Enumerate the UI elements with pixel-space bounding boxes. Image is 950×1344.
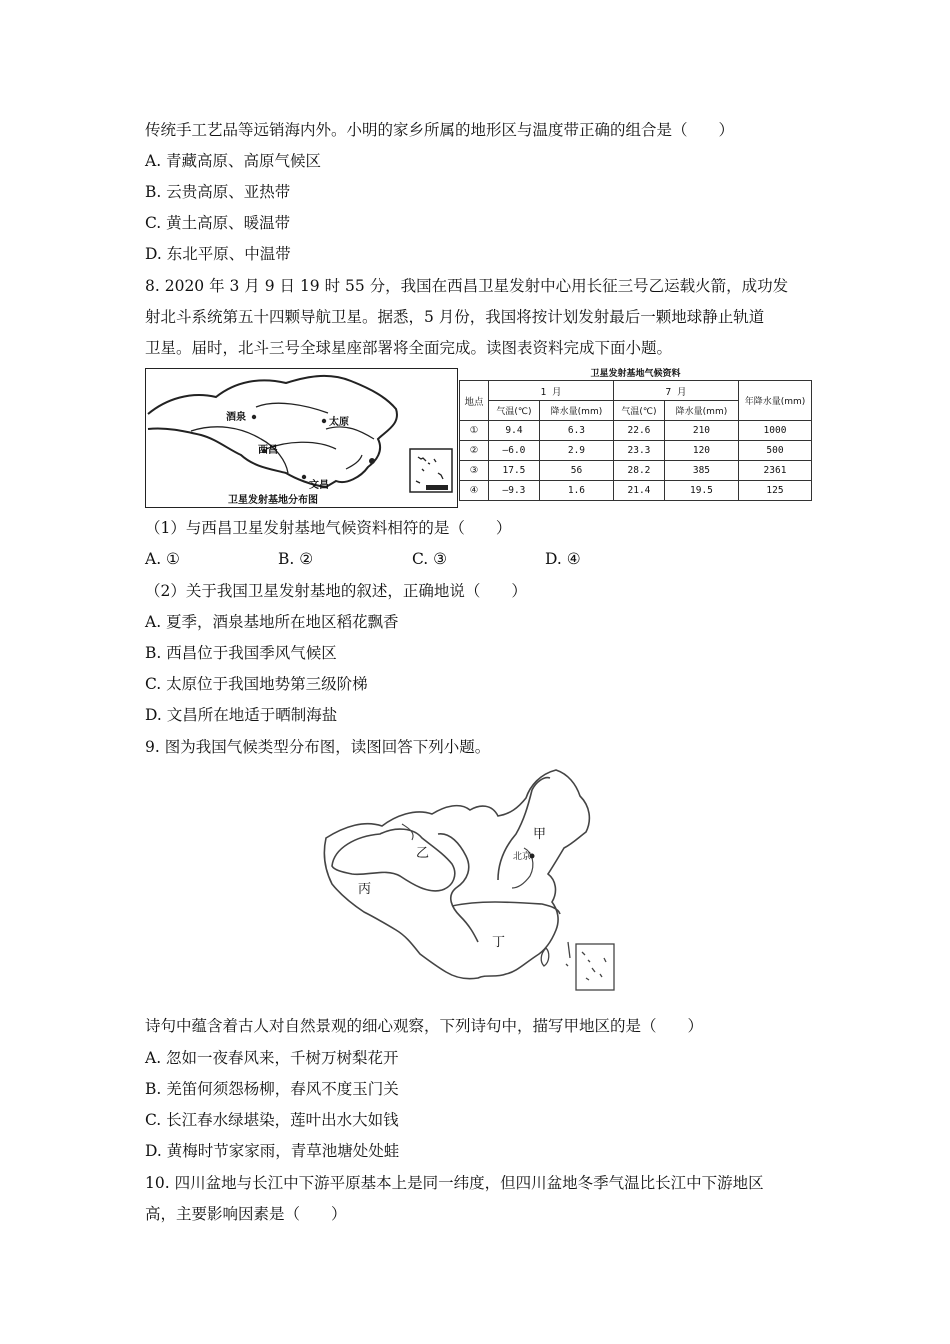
q9-stem: 9. 图为我国气候类型分布图，读图回答下列小题。 <box>145 738 491 756</box>
header-precip-jan: 降水量(mm) <box>539 401 613 421</box>
cell: 385 <box>664 461 738 481</box>
label-jiuquan: 酒泉 <box>226 412 246 423</box>
q8-stem-line-3: 卫星。届时，北斗三号全球星座部署将全面完成。读图表资料完成下面小题。 <box>145 339 673 357</box>
q8-sub2-option-d: D. 文昌所在地适于晒制海盐 <box>145 706 338 724</box>
label-yi: 乙 <box>416 846 430 861</box>
q8-stem-line-2: 射北斗系统第五十四颗导航卫星。据悉，5 月份，我国将按计划发射最后一颗地球静止轨道 <box>145 308 765 326</box>
table-row <box>460 421 812 441</box>
q8-sub1-option-b: B. ② <box>278 550 314 568</box>
cell: 500 <box>739 441 812 461</box>
row-id: ④ <box>460 481 489 501</box>
cell: 19.5 <box>664 481 738 501</box>
q9-option-c: C. 长江春水绿堪染，莲叶出水大如钱 <box>145 1111 399 1129</box>
cell: 21.4 <box>613 481 664 501</box>
launch-base-map-drawing <box>146 369 456 506</box>
label-bing: 丙 <box>358 882 372 897</box>
header-place: 地点 <box>460 381 489 421</box>
row-id: ② <box>460 441 489 461</box>
label-xichang: 西昌 <box>258 445 278 456</box>
label-ding: 丁 <box>492 935 506 950</box>
cell: 9.4 <box>489 421 540 441</box>
cell: 125 <box>739 481 812 501</box>
q7-option-a: A. 青藏高原、高原气候区 <box>145 152 322 170</box>
cell: 6.3 <box>539 421 613 441</box>
q9-option-d: D. 黄梅时节家家雨，青草池塘处处蛙 <box>145 1142 400 1160</box>
header-jul: 7 月 <box>613 381 738 401</box>
climate-table-block <box>459 368 812 508</box>
table-row <box>460 441 812 461</box>
q7-stem: 传统手工艺品等远销海内外。小明的家乡所属的地形区与温度带正确的组合是（ ） <box>145 121 735 139</box>
table-row <box>460 461 812 481</box>
q8-sub2-option-a: A. 夏季，酒泉基地所在地区稻花飘香 <box>145 613 399 631</box>
cell: 1000 <box>739 421 812 441</box>
q10-stem-line-1: 10. 四川盆地与长江中下游平原基本上是同一纬度，但四川盆地冬季气温比长江中下游地区 <box>145 1174 764 1192</box>
q8-sub2-option-b: B. 西昌位于我国季风气候区 <box>145 644 337 662</box>
climate-type-map <box>320 768 616 994</box>
header-precip-jul: 降水量(mm) <box>664 401 738 421</box>
q7-option-c: C. 黄土高原、暖温带 <box>145 214 291 232</box>
cell: —6.0 <box>489 441 540 461</box>
label-wenchang: 文昌 <box>309 480 329 491</box>
map-caption: 卫星发射基地分布图 <box>228 495 318 506</box>
cell: 23.3 <box>613 441 664 461</box>
row-id: ① <box>460 421 489 441</box>
q9-question: 诗句中蕴含着古人对自然景观的细心观察，下列诗句中，描写甲地区的是（ ） <box>145 1017 704 1035</box>
cell: 210 <box>664 421 738 441</box>
cell: 2361 <box>739 461 812 481</box>
launch-base-map <box>145 368 458 508</box>
label-capital: 北京 <box>513 852 532 862</box>
row-id: ③ <box>460 461 489 481</box>
q8-sub1-option-a: A. ① <box>145 550 180 568</box>
climate-table-title: 卫星发射基地气候资料 <box>590 369 681 379</box>
q9-option-a: A. 忽如一夜春风来，千树万树梨花开 <box>145 1049 399 1067</box>
cell: 22.6 <box>613 421 664 441</box>
cell: 2.9 <box>539 441 613 461</box>
q10-stem-line-2: 高，主要影响因素是（ ） <box>145 1205 347 1223</box>
header-temp-jan: 气温(℃) <box>489 401 540 421</box>
q8-stem-line-1: 8. 2020 年 3 月 9 日 19 时 55 分，我国在西昌卫星发射中心用长征三号乙运载火箭，成功发 <box>145 277 789 295</box>
cell: 17.5 <box>489 461 540 481</box>
cell: 28.2 <box>613 461 664 481</box>
cell: 56 <box>539 461 613 481</box>
label-jia: 甲 <box>533 827 547 842</box>
header-jan: 1 月 <box>489 381 614 401</box>
q8-sub1-option-c: C. ③ <box>412 550 448 568</box>
q8-sub2-stem: （2）关于我国卫星发射基地的叙述，正确地说（ ） <box>145 582 527 600</box>
q8-sub1-options <box>145 549 745 569</box>
cell: 120 <box>664 441 738 461</box>
q9-option-b: B. 羌笛何须怨杨柳，春风不度玉门关 <box>145 1080 399 1098</box>
q8-sub2-option-c: C. 太原位于我国地势第三级阶梯 <box>145 675 368 693</box>
header-annual: 年降水量(mm) <box>739 381 812 421</box>
cell: —9.3 <box>489 481 540 501</box>
q8-sub1-stem: （1）与西昌卫星发射基地气候资料相符的是（ ） <box>145 519 512 537</box>
climate-table <box>459 380 812 501</box>
cell: 1.6 <box>539 481 613 501</box>
q7-option-b: B. 云贵高原、亚热带 <box>145 183 291 201</box>
header-temp-jul: 气温(℃) <box>613 401 664 421</box>
label-taiyuan: 太原 <box>329 417 349 428</box>
q8-sub1-option-d: D. ④ <box>545 550 581 568</box>
table-row <box>460 481 812 501</box>
q7-option-d: D. 东北平原、中温带 <box>145 245 291 263</box>
